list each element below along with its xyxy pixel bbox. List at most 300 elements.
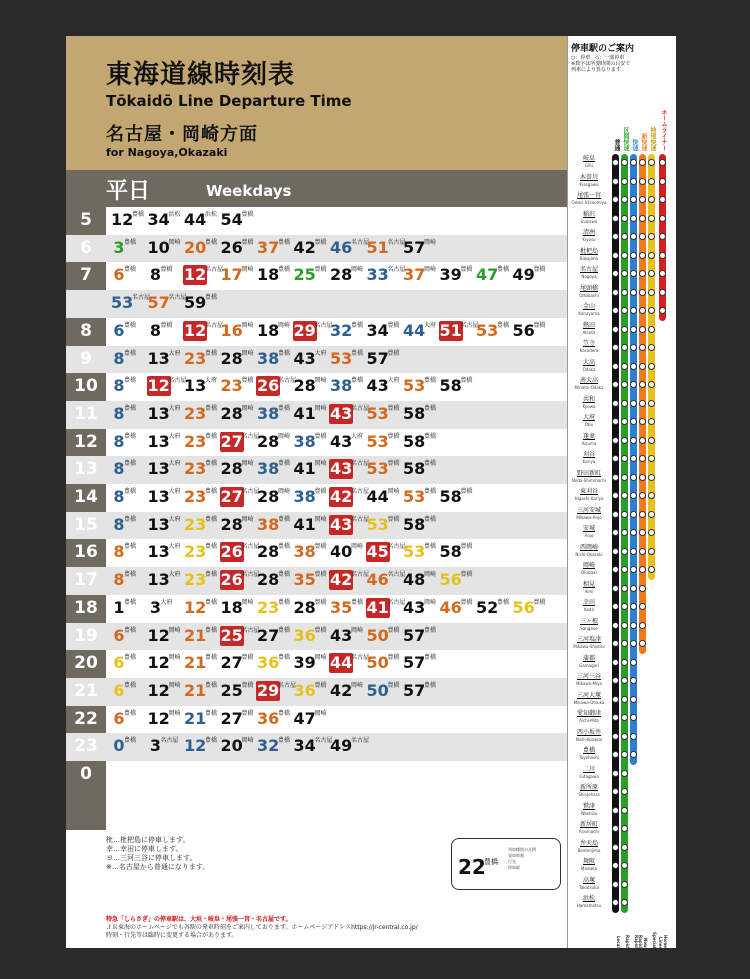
stop-marker — [630, 492, 637, 499]
departure-minute: 34 — [147, 210, 170, 229]
hour-label: 7 — [80, 265, 92, 286]
departure-destination: 豊橋 — [124, 377, 137, 385]
departure-destination: 豊橋 — [278, 460, 291, 468]
station-name: 三河大塚 — [576, 691, 601, 699]
stop-marker — [621, 585, 628, 592]
departure-minute: 8 — [113, 348, 125, 368]
departure-minute: 23 — [184, 514, 207, 534]
station-name: 豊橋 — [582, 747, 595, 754]
departure-destination: 大府 — [168, 543, 181, 551]
stop-marker — [639, 585, 646, 592]
departure-destination: 大府 — [168, 404, 181, 412]
departure-destination: 豊橋 — [205, 681, 218, 689]
stop-marker — [612, 548, 619, 555]
day-type-bar — [66, 170, 567, 207]
departure-destination: 岡崎 — [168, 681, 181, 689]
stop-marker — [621, 363, 628, 370]
departure-destination: 豊橋 — [124, 681, 137, 689]
stop-marker — [639, 529, 646, 536]
train-type-label: 区間快速 — [622, 127, 629, 151]
departure-minute: 39 — [439, 265, 462, 285]
train-type-label: 普通 — [613, 139, 620, 151]
station-name-en: Koda — [584, 607, 594, 612]
departure-minute: 6 — [113, 653, 125, 673]
hour-label: 6 — [80, 237, 92, 258]
departure-minute: 39 — [293, 653, 316, 673]
stop-marker — [612, 400, 619, 407]
departure-destination: 岡崎 — [241, 460, 254, 468]
departure-destination: 大府 — [351, 432, 364, 440]
station-item — [570, 339, 608, 356]
station-name: 熱田 — [582, 321, 595, 329]
stop-marker — [639, 233, 646, 240]
station-item — [570, 395, 608, 412]
station-item — [570, 154, 608, 171]
stop-marker — [612, 196, 619, 203]
station-name: 岡崎 — [582, 562, 595, 569]
departures — [110, 595, 563, 623]
departure-destination: 岡崎 — [424, 266, 437, 274]
hour-row — [66, 235, 567, 263]
stop-marker — [621, 159, 628, 166]
footnotes — [106, 836, 209, 872]
station-name-en: Toyohashi — [579, 755, 599, 760]
departure-minute: 44 — [330, 653, 353, 673]
stop-marker — [612, 511, 619, 518]
departure-minute: 43 — [330, 514, 353, 534]
departure-destination: 名古屋 — [278, 681, 297, 689]
stop-marker — [630, 548, 637, 555]
stop-marker — [612, 363, 619, 370]
departure-minute: 41 — [293, 403, 316, 423]
stop-marker — [648, 548, 655, 555]
departure-minute: 53 — [366, 459, 389, 479]
departure-destination: 豊橋 — [205, 294, 218, 302]
hour-label: 17 — [74, 570, 98, 591]
stop-marker — [612, 585, 619, 592]
departure-destination: 大府 — [424, 321, 437, 329]
departure-destination: 豊橋 — [124, 349, 137, 357]
departure-destination: 豊橋 — [533, 266, 546, 274]
station-name-en: Minami-Odaka — [574, 385, 604, 390]
stop-marker — [630, 640, 637, 647]
station-name: 共和 — [582, 395, 595, 403]
stop-marker — [630, 622, 637, 629]
station-name-en: Hamamatsu — [576, 903, 602, 908]
departure-minute: 8 — [149, 265, 162, 285]
departure-minute: 13 — [147, 348, 170, 368]
departure-destination: 豊橋 — [205, 460, 218, 468]
stop-marker — [630, 474, 637, 481]
station-item — [570, 265, 608, 282]
departure-destination: 豊橋 — [278, 626, 291, 634]
station-name-en: Ottobashi — [579, 292, 599, 298]
station-name: 東刈谷 — [579, 488, 598, 495]
departure-minute: 8 — [149, 320, 162, 340]
hour-row — [66, 429, 567, 457]
departure-destination: 名古屋 — [387, 598, 406, 606]
departure-minute: 41 — [293, 459, 316, 479]
departure-destination: 岡崎 — [241, 266, 254, 274]
station-name: 幸田 — [582, 599, 595, 606]
stop-marker — [612, 307, 619, 314]
departure-minute: 42 — [330, 680, 353, 700]
departure-minute: 46 — [330, 237, 353, 257]
station-name: 西岡崎 — [579, 543, 598, 551]
station-item — [570, 728, 608, 745]
stop-marker — [612, 289, 619, 296]
departure-minute: 28 — [220, 459, 243, 479]
station-name-en: Washizu — [580, 810, 598, 816]
departure-destination: 豊橋 — [278, 543, 291, 551]
stop-marker — [659, 252, 666, 259]
stop-marker — [648, 215, 655, 222]
departure-minute: 8 — [113, 570, 125, 590]
departure-minute: 18 — [257, 265, 280, 285]
stop-marker — [648, 159, 655, 166]
stop-marker — [621, 566, 628, 573]
departure-destination: 岡崎 — [241, 515, 254, 523]
departure-destination: 豊橋 — [241, 377, 254, 385]
departure-destination: 豊橋 — [241, 211, 254, 218]
station-name: 名古屋 — [579, 266, 598, 273]
departure-minute: 12 — [184, 597, 207, 617]
departure-destination: 岡崎 — [387, 488, 400, 495]
stop-marker — [621, 529, 628, 536]
departure-destination: 豊橋 — [124, 654, 137, 662]
departures — [110, 346, 563, 374]
station-name: 大府 — [582, 414, 595, 421]
departure-minute: 16 — [220, 320, 243, 340]
departure-destination: 豊橋 — [124, 626, 137, 634]
departure-destination: 岡崎 — [241, 321, 254, 329]
stop-marker — [621, 307, 628, 314]
stop-marker — [639, 159, 646, 166]
departures — [110, 207, 563, 235]
departure-minute: 13 — [147, 431, 170, 451]
departure-destination: 大府 — [168, 460, 181, 468]
stop-marker — [621, 788, 628, 795]
departure-destination: 名古屋 — [241, 543, 260, 551]
stop-marker — [621, 196, 628, 203]
departure-minute: 13 — [147, 570, 170, 590]
stop-marker — [659, 178, 666, 185]
stop-marker — [630, 363, 637, 370]
stop-marker — [639, 640, 646, 647]
departure-destination: 岡崎 — [351, 681, 364, 689]
stop-marker — [621, 603, 628, 610]
departure-minute: 38 — [257, 348, 280, 368]
departures — [110, 456, 563, 484]
stop-marker — [630, 603, 637, 610]
departure-destination: 名古屋 — [241, 626, 260, 634]
stop-marker — [648, 400, 655, 407]
departure-minute: 37 — [257, 237, 280, 257]
station-name-en: Bentenjima — [577, 847, 601, 853]
departures — [110, 761, 563, 789]
stop-marker — [630, 215, 637, 222]
bottom-notice — [106, 916, 418, 940]
stop-marker — [648, 344, 655, 351]
departure-minute: 53 — [403, 487, 426, 506]
departure-destination: 豊橋 — [124, 543, 137, 551]
hour-row — [66, 346, 567, 374]
departure-minute: 12 — [147, 680, 170, 700]
departure-minute: 38 — [257, 403, 280, 423]
footnote: ※…名古屋から普通になります。 — [106, 863, 210, 871]
station-name: 二川 — [582, 765, 595, 773]
stop-marker — [621, 233, 628, 240]
departure-destination: 名古屋 — [387, 238, 406, 246]
hour-row — [66, 512, 567, 540]
departure-destination: 豊橋 — [314, 488, 327, 495]
departure-destination: 豊橋 — [278, 571, 291, 579]
stop-marker — [639, 270, 646, 277]
train-type-footer-label: Special — [652, 931, 657, 948]
departure-destination: 大府 — [168, 432, 181, 440]
hour-label: 11 — [74, 403, 98, 424]
stop-marker — [630, 326, 637, 333]
stop-marker — [612, 437, 619, 444]
stop-marker — [612, 844, 619, 851]
departure-destination: 豊橋 — [387, 626, 400, 634]
station-name-en: Higashi-Kariya — [574, 496, 604, 501]
departure-minute: 53 — [366, 403, 389, 423]
stop-marker — [612, 566, 619, 573]
stop-marker — [612, 178, 619, 185]
stop-marker — [630, 307, 637, 314]
station-name-en: Shinjohara — [578, 792, 600, 797]
departures — [110, 512, 563, 540]
departure-minute: 43 — [330, 625, 353, 645]
station-name-en: Sangane — [580, 625, 598, 631]
departure-minute: 23 — [220, 376, 243, 396]
station-name: 岐阜 — [582, 155, 595, 162]
departure-minute: 50 — [366, 653, 389, 673]
stop-marker — [648, 307, 655, 314]
stop-marker — [621, 418, 628, 425]
departure-destination: 豊橋 — [205, 488, 218, 495]
departure-minute: 38 — [293, 487, 316, 506]
departure-destination: 豊橋 — [205, 432, 218, 440]
station-name-en: Obu — [584, 422, 594, 427]
departure-minute: 32 — [257, 736, 280, 756]
departure-minute: 21 — [184, 680, 207, 700]
stop-marker — [612, 252, 619, 259]
departure-destination: 豊橋 — [460, 488, 473, 495]
stop-marker — [639, 492, 646, 499]
departure-minute: 49 — [330, 736, 353, 756]
departure-minute: 13 — [147, 403, 170, 423]
train-type-label: 特別快速 — [649, 127, 656, 151]
departure-destination: 豊橋 — [278, 349, 291, 357]
hour-row — [66, 706, 567, 734]
legend-line: ※数字は所要時間の目安で — [571, 61, 631, 67]
departure-minute: 20 — [220, 736, 243, 756]
departure-destination: 名古屋 — [351, 515, 370, 523]
stop-marker — [630, 566, 637, 573]
departure-minute: 36 — [257, 653, 280, 673]
departure-destination: 名古屋 — [387, 571, 406, 579]
stop-marker — [612, 418, 619, 425]
departures — [110, 401, 563, 429]
station-name-en: Atsuta — [582, 329, 596, 335]
departure-minute: 21 — [184, 625, 207, 645]
station-item — [570, 617, 608, 634]
departure-minute: 38 — [330, 376, 353, 396]
stop-marker — [648, 455, 655, 462]
departure-destination: 豊橋 — [205, 654, 218, 662]
station-name-en: Kasadera — [579, 348, 599, 353]
stop-marker — [648, 252, 655, 259]
departure-minute: 40 — [330, 542, 353, 562]
stop-marker — [621, 548, 628, 555]
departure-destination: 豊橋 — [241, 654, 254, 662]
hour-label: 14 — [74, 487, 98, 507]
departure-destination: 岡崎 — [168, 626, 181, 634]
departure-minute: 43 — [330, 459, 353, 479]
departure-destination: 豊橋 — [205, 404, 218, 412]
departure-minute: 28 — [220, 348, 243, 368]
departure-destination: 豊橋 — [160, 321, 173, 329]
stop-marker — [612, 159, 619, 166]
hour-label: 20 — [74, 653, 98, 674]
departure-minute: 33 — [366, 265, 389, 285]
departure-minute: 12 — [184, 320, 207, 340]
station-name: 笠寺 — [582, 340, 595, 347]
departure-minute: 43 — [330, 403, 353, 423]
departure-minute: 43 — [403, 597, 426, 617]
departure-destination: 豊橋 — [497, 321, 510, 329]
departure-minute: 53 — [111, 293, 134, 313]
departure-destination: 岡崎 — [241, 349, 254, 357]
stop-marker — [639, 400, 646, 407]
departure-minute: 27 — [220, 487, 243, 506]
hour-label: 19 — [74, 625, 98, 646]
station-name: 枇杷島 — [579, 247, 598, 255]
departure-minute: 27 — [220, 653, 243, 673]
departure-destination: 名古屋 — [351, 488, 370, 495]
departure-minute: 12 — [147, 376, 170, 396]
departure-destination: 豊橋 — [387, 321, 400, 329]
stop-marker — [630, 289, 637, 296]
station-name-en: Mikawa-Anjo — [576, 514, 602, 520]
stop-marker — [612, 603, 619, 610]
stop-marker — [621, 899, 628, 906]
station-item — [570, 469, 608, 486]
departure-minute: 3 — [149, 597, 162, 617]
station-name-en: Owari-Ichinomiya — [571, 200, 607, 205]
station-name: 稲沢 — [582, 210, 595, 218]
timetable-sheet — [66, 36, 676, 948]
station-name-en: Okazaki — [581, 570, 597, 575]
departure-destination: 豊橋 — [351, 321, 364, 329]
departure-minute: 13 — [147, 459, 170, 479]
departure-minute: 53 — [366, 514, 389, 534]
stop-marker — [630, 178, 637, 185]
departure-minute: 20 — [184, 237, 207, 257]
departure-destination: 大府 — [160, 598, 173, 606]
station-name-en: Biwajima — [579, 255, 599, 261]
departure-minute: 34 — [366, 320, 389, 340]
departure-destination: 名古屋 — [351, 654, 370, 662]
stop-marker — [630, 270, 637, 277]
departures — [110, 373, 563, 401]
departure-destination: 豊橋 — [205, 238, 218, 246]
departure-minute: 36 — [293, 680, 316, 700]
departure-minute: 27 — [220, 431, 243, 451]
departure-destination: 豊橋 — [387, 515, 400, 523]
station-name: 三河塩津 — [576, 636, 601, 643]
departure-minute: 8 — [113, 542, 125, 562]
station-name-en: Nishi-Kozakai — [575, 736, 603, 742]
departure-destination: 豊橋 — [124, 709, 137, 717]
station-name: 尾張一宮 — [576, 192, 601, 199]
departures — [110, 706, 563, 734]
departure-destination: 豊橋 — [241, 681, 254, 689]
station-item — [570, 709, 608, 726]
departure-destination: 浜松 — [205, 211, 218, 218]
departure-minute: 13 — [184, 376, 207, 396]
station-item — [570, 413, 608, 430]
station-name: 安城 — [582, 525, 595, 532]
departures — [110, 650, 563, 678]
departure-destination: 豊橋 — [205, 626, 218, 634]
stop-marker — [621, 622, 628, 629]
departure-destination: 名古屋 — [387, 266, 406, 274]
departure-minute: 57 — [366, 348, 389, 368]
departure-minute: 57 — [403, 680, 426, 700]
departure-minute: 21 — [184, 653, 207, 673]
departure-destination: 豊橋 — [424, 515, 437, 523]
stop-marker — [659, 196, 666, 203]
station-name-en: Odaka — [582, 366, 596, 372]
legend-line: 列車により異なります — [571, 67, 622, 73]
stop-marker — [612, 899, 619, 906]
departure-destination: 豊橋 — [124, 515, 137, 523]
departure-minute: 46 — [439, 597, 462, 617]
departure-minute: 25 — [220, 625, 243, 645]
stop-marker — [639, 252, 646, 259]
stop-marker — [639, 215, 646, 222]
departure-destination: 名古屋 — [278, 377, 297, 385]
station-item — [570, 302, 608, 319]
station-item — [570, 746, 608, 763]
stop-marker — [639, 307, 646, 314]
departure-destination: 豊橋 — [351, 598, 364, 606]
stop-marker — [612, 474, 619, 481]
departure-destination: 岡崎 — [241, 737, 254, 745]
stop-marker — [639, 511, 646, 518]
departure-destination: 大府 — [314, 349, 327, 357]
departure-destination: 豊橋 — [205, 571, 218, 579]
departure-destination: 豊橋 — [278, 266, 291, 274]
hour-label: 13 — [74, 459, 98, 480]
departure-minute: 58 — [439, 376, 462, 396]
departure-minute: 43 — [293, 348, 316, 368]
hour-row — [66, 401, 567, 429]
station-name: 大高 — [582, 358, 595, 366]
departure-minute: 47 — [293, 708, 316, 728]
stop-marker — [612, 215, 619, 222]
departure-minute: 6 — [113, 708, 125, 728]
departure-minute: 23 — [184, 403, 207, 423]
departure-minute: 44 — [403, 320, 426, 340]
departure-minute: 58 — [439, 487, 462, 506]
stop-marker — [630, 511, 637, 518]
departure-destination: 名古屋 — [241, 571, 260, 579]
departure-destination: 豊橋 — [205, 543, 218, 551]
